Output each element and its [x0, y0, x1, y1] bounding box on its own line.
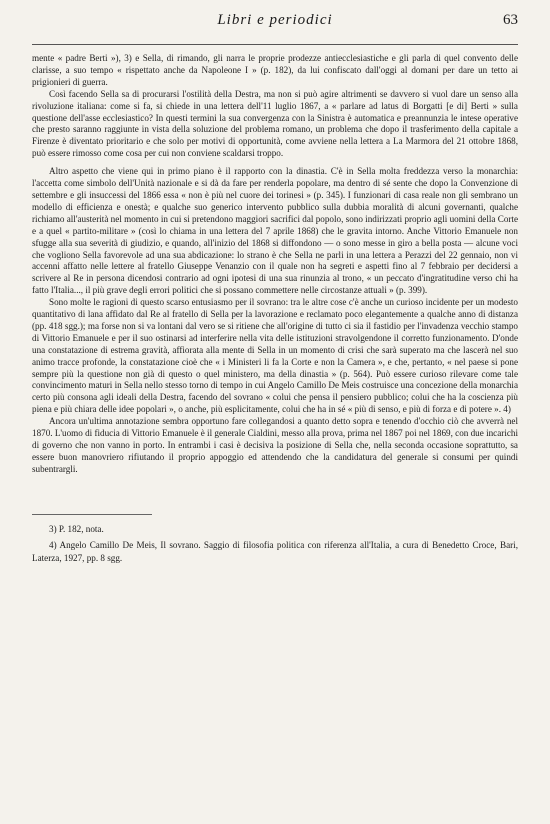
footnote: 4) Angelo Camillo De Meis, Il sovrano. Saggio di filosofia politica con riferenza all'Italia, a cura di Benedetto Croce, Bari, Laterza, 1927, pp. 8 sgg. — [32, 540, 518, 563]
footnote: 3) P. 182, nota. — [49, 523, 104, 534]
paragraph: Sono molte le ragioni di questo scarso entusiasmo per il sovrano: tra le altre cose c'è anche un curioso incidente per un modesto quantitativo di lana affidato dal Re al fratello di Sella per la lavorazione e reclamato poco elegantemente a qualche anno di distanza (pp. 418 sgg.); ma forse non si va lontani dal vero se si ritiene che all'origine di tutto ci sia il fastidio per l'invadenza vecchio stampo di Vittorio Emanuele e per il suo ostinarsi ad interferire nella vita delle istituzioni stravolgendone il corretto funzionamento. D'onde una constatazione di estrema gravità, affiorata alla mente di Sella in un momento di crisi che sarà superato ma che lascerà nel suo animo tracce profonde, la constatazione cioè che « i Ministeri li fa la Corte e non la Camera », e che, pertanto, « nel paese si pone sempre più la questione non già di questo o quel ministero, ma della dinastia » (p. 564). Può essere curioso rilevare come tale convincimento maturi in Sella nello stesso torno di tempo in cui Angelo Camillo De Meis costruisce una concezione della monarchia certo più consona agli ideali della Destra, facendo del sovrano « colui che pensa il pensiero pubblico; colui che ha la coscienza più piena e più chiara delle idee popolari », o anche, più esplicitamente, colui che ha in sé « più di senso, e più di forza e di potere ». 4) — [32, 297, 518, 415]
page-number: 63 — [503, 12, 518, 28]
footnotes — [32, 523, 518, 564]
book-page — [32, 0, 518, 824]
paragraph: mente « padre Berti »), 3) e Sella, di rimando, gli narra le proprie prodezze antiecclesiastiche e gli parla di quel convento delle clarisse, a suo tempo « rispettato anche da Napoleone I » (p. 182), da lui confiscato dall'oggi al domani per dare un tetto ai prigionieri di guerra. — [32, 53, 518, 87]
paragraph: Altro aspetto che viene qui in primo piano è il rapporto con la dinastia. C'è in Sella molta freddezza verso la monarchia: l'accetta come simbolo dell'Unità nazionale e si dà da fare per renderla popolare, ma dentro di sé sente che dopo la Convenzione di settembre e gli insuccessi del 1866 essa « non è più nel cuore dei torinesi » (p. 345). I funzionari di casa reale non gli sembrano un modello di efficienza e onestà; e qualche suo generico intervento pubblico sulla dubbia moralità di alcuni governanti, qualche richiamo all'austerità nel momento in cui si pretendono maggiori sacrifici dal popolo, sono indirizzati proprio agli uomini della Corte e a quel « partito-militare » (così lo chiama in una lettera del 7 aprile 1868) che le gravita intorno. Anche Vittorio Emanuele non sfugge alla sua severità di giudizio, e quando, all'inizio del 1868 si diffondono — o sono messe in giro a bella posta — alcune voci che vogliono Sella favorevole ad una sua abdicazione: lo strano è che Sella ne parli in una lettera a Perazzi del 22 gennaio, non vi accenni affatto nelle lettere al fratello Giuseppe Venanzio con il quale non ha segreti e aspetti fino al 7 febbraio per decidersi a scrivere al Re in persona dicendosi contrario ad ogni ipotesi di una sua rinunzia al trono, « un peccato d'ingratitudine verso chi ha fatto l'Italia..., il più grave degli errori politici che si possano commettere nelle circostanze attuali » (p. 399). — [32, 166, 518, 296]
body-text — [32, 53, 518, 476]
running-head — [32, 10, 518, 45]
paragraph: Ancora un'ultima annotazione sembra opportuno fare collegandosi a quanto detto sopra e tenendo d'occhio ciò che avverrà nel 1870. L'uomo di fiducia di Vittorio Emanuele è il generale Cialdini, messo alla prova, prima nel 1867 poi nel 1869, con due incarichi di governo che non vanno in porto. In entrambi i casi è decisiva la posizione di Sella che, nella seconda occasione soprattutto, sa essere buon manovriero rifiutando il proprio appoggio ed attendendo che la candidatura del generale si consumi per quindi subentrargli. — [32, 416, 518, 474]
footnote-separator — [32, 514, 152, 515]
running-head-title: Libri e periodici — [217, 12, 333, 28]
paragraph: Così facendo Sella sa di procurarsi l'ostilità della Destra, ma non si può agire altrimenti se davvero si vuol dare un senso alla rivoluzione italiana: come si fa, si chiede in una lettera dell'11 luglio 1867, a « parlare ad latus di Borgatti [e di] Berti » sulla questione dell'asse ecclesiastico? In questi termini la sua convergenza con la Sinistra è automatica e preannunzia le intese operative che presto saranno raggiunte in vista della soluzione del problema romano, un problema che dopo il trasferimento della capitale a Firenze è diventato prioritario e che solo per motivi di opportunità, come avviene nella lettera a La Marmora del 21 ottobre 1868, può essere rimosso come cosa per cui non conviene scaldarsi troppo. — [32, 88, 518, 159]
